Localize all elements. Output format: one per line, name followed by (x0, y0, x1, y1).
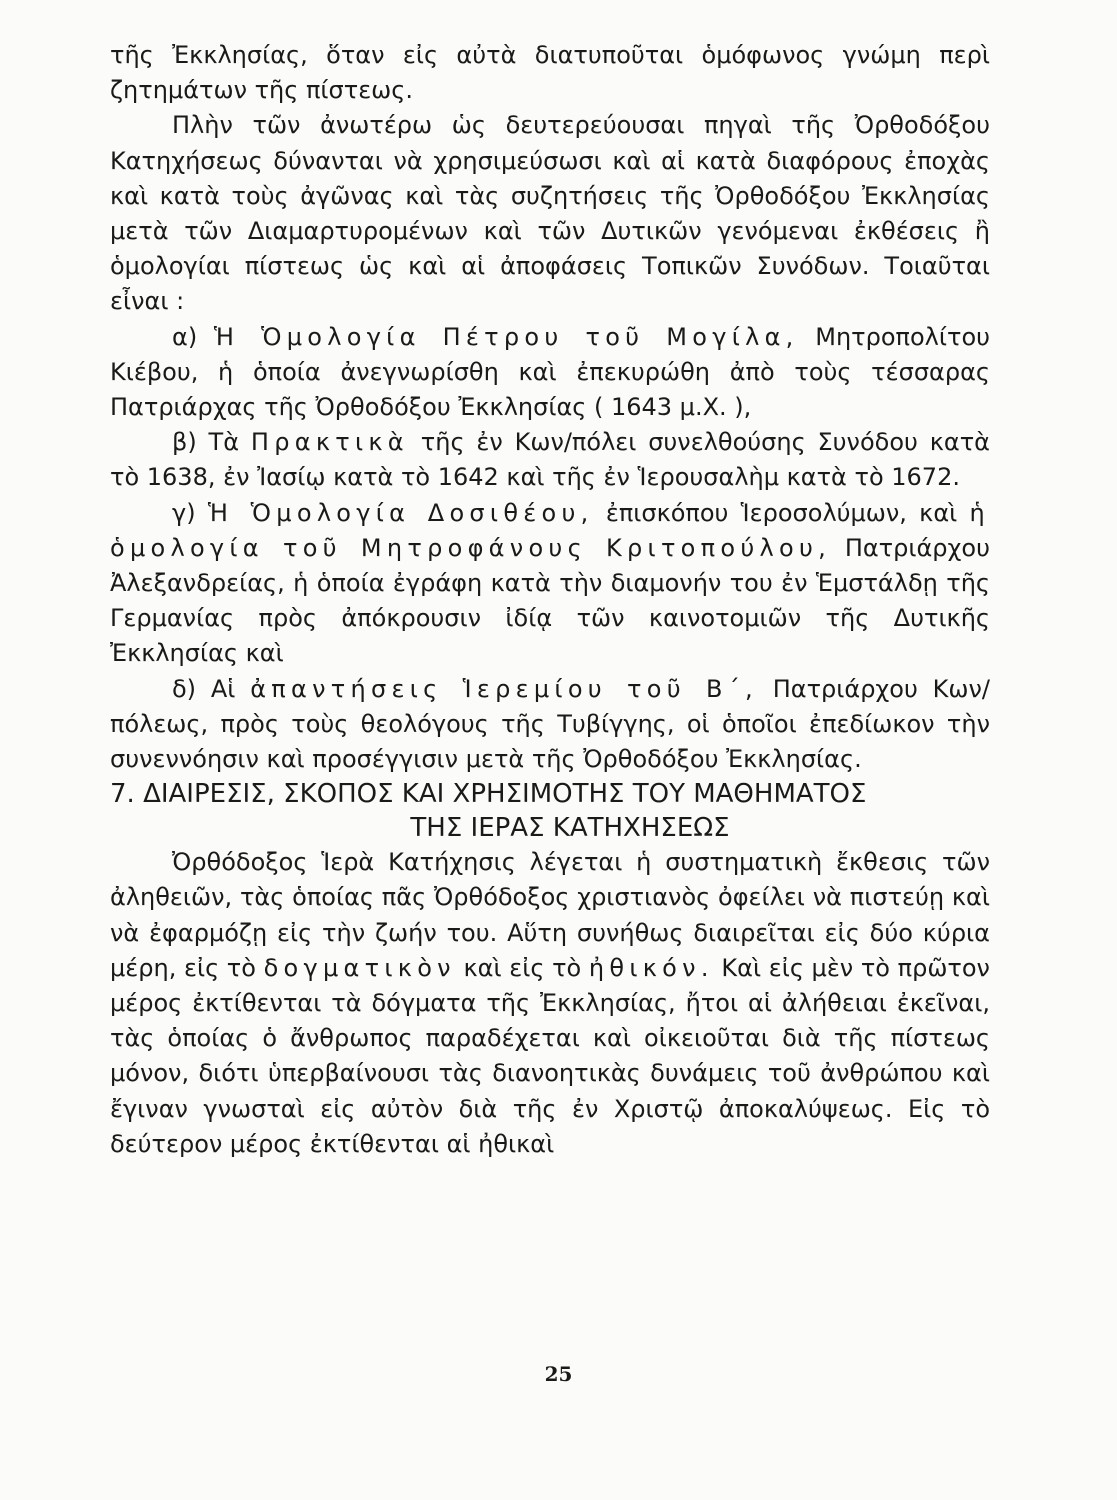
list-item-text: Αἱ (210, 674, 236, 703)
section-heading-line2: ΤΗΣ ΙΕΡΑΣ ΚΑΤΗΧΗΣΕΩΣ (410, 813, 730, 844)
list-item-text: Μητροπολίτου Κιέβου, ἡ ὁποία ἀνεγνωρίσθη καὶ ἐπεκυρώθη ἀπὸ τοὺς τέσσαρας Πατριάρχας τῆς Ὀρθοδόξου Ἐκκλησίας ( 1643 μ.Χ. ), (110, 322, 991, 422)
spaced-term: ἠθικόν. (588, 953, 714, 982)
list-item-text: Πατριάρχου Κων/πόλεως, πρὸς τοὺς θεολόγους τῆς Τυβίγγης, οἱ ὁποῖοι ἐπεδίωκον τὴν συνεννόησιν καὶ προσέγγισιν μετὰ τῆς Ὀρθοδόξου Ἐκκλησίας. (110, 674, 990, 774)
paragraph-secondary-sources: Πλὴν τῶν ἀνωτέρω ὡς δευτερεύουσαι πηγαὶ τῆς Ὀρθοδόξου Κατηχήσεως δύνανται νὰ χρησιμεύσωσι καὶ αἱ κατὰ διαφόρους ἐποχὰς καὶ κατὰ τοὺς ἀγῶνας καὶ τὰς συζητήσεις τῆς Ὀρθοδόξου Ἐκκλησίας μετὰ τῶν Διαμαρτυρομένων καὶ τῶν Δυτικῶν γενόμεναι ἐκθέσεις ἢ ὁμολογίαι πίστεως ὡς καὶ αἱ ἀποφάσεις Τοπικῶν Συνόδων. Τοιαῦται εἶναι : (110, 111, 990, 316)
list-item-text: Πατριάρχου Ἀλεξανδρείας, ἡ ὁποία ἐγράφη κατὰ τὴν διαμονήν του ἐν Ἑμστάλδῃ τῆς Γερμανίας πρὸς ἀπόκρουσιν ἰδίᾳ τῶν καινοτομιῶν τῆς Δυτικῆς Ἐκκλησίας καὶ (110, 533, 990, 668)
list-marker: γ) (172, 498, 196, 527)
paragraph-text: καὶ εἰς τὸ (463, 953, 582, 982)
list-marker: β) (172, 428, 197, 457)
spaced-term: δογματικὸν (263, 953, 456, 982)
page-body (110, 38, 990, 1162)
page-number: 25 (544, 1362, 573, 1386)
spaced-title: ἀπαντήσεις Ἱερεμίου τοῦ Β΄, (250, 674, 758, 703)
list-item-text: Τὰ (208, 428, 240, 457)
paragraph-continuation: τῆς Ἐκκλησίας, ὅταν εἰς αὐτὰ διατυποῦται ὁμόφωνος γνώμη περὶ ζητημάτων τῆς πίστεως. (110, 41, 990, 105)
paragraph-text: Ὀρθόδοξος Ἱερὰ Κατήχησις λέγεται ἡ συστηματικὴ ἔκθεσις τῶν ἀληθειῶν, τὰς ὁποίας πᾶς Ὀρθόδοξος χριστιανὸς ὀφείλει νὰ πιστεύῃ καὶ νὰ ἐφαρμόζῃ εἰς τὴν ζωήν του. Αὕτη συνήθως διαιρεῖται εἰς δύο κύρια μέρη, εἰς τὸ (110, 848, 990, 982)
list-item-gamma (110, 496, 990, 672)
spaced-title: Ἡ Ὁμολογία Δοσιθέου, (207, 498, 594, 527)
list-item-text: τῆς ἐν Κων/πόλει συνελθούσης Συνόδου κατὰ τὸ 1638, ἐν Ἰασίῳ κατὰ τὸ 1642 καὶ τῆς ἐν Ἱερουσαλὴμ κατὰ τὸ 1672. (110, 428, 990, 492)
list-item-delta (110, 672, 990, 778)
list-item-beta (110, 425, 990, 495)
list-item-alpha (110, 320, 990, 426)
list-item-text: ἐπισκόπου Ἱεροσολύμων, καὶ (605, 498, 958, 527)
spaced-title: Ἡ Ὁμολογία Πέτρου τοῦ Μογίλα, (213, 322, 799, 351)
section-heading-line1: 7. ΔΙΑΙΡΕΣΙΣ, ΣΚΟΠΟΣ ΚΑΙ ΧΡΗΣΙΜΟΤΗΣ ΤΟΥ ΜΑΘΗΜΑΤΟΣ (110, 779, 867, 810)
section-heading (110, 777, 990, 845)
paragraph-text: Καὶ εἰς μὲν τὸ πρῶτον μέρος ἐκτίθενται τὰ δόγματα τῆς Ἐκκλησίας, ἤτοι αἱ ἀλήθειαι ἐκεῖναι, τὰς ὁποίας ὁ ἄνθρωπος παραδέχεται καὶ οἰκειοῦται διὰ τῆς πίστεως μόνον, διότι ὑπερβαίνουσι τὰς διανοητικὰς δυνάμεις τοῦ ἀνθρώπου καὶ ἔγιναν γνωσταὶ εἰς αὐτὸν διὰ τῆς ἐν Χριστῷ ἀποκαλύψεως. Εἰς τὸ δεύτερον μέρος ἐκτίθενται αἱ ἠθικαὶ (110, 953, 990, 1158)
list-marker: α) (172, 322, 198, 351)
list-marker: δ) (172, 674, 197, 703)
spaced-title: Πρακτικὰ (250, 428, 409, 457)
spaced-title: ἡ ὁμολογία τοῦ Μητροφάνους Κριτοπούλου, (110, 498, 991, 562)
paragraph-definition (110, 845, 990, 1162)
